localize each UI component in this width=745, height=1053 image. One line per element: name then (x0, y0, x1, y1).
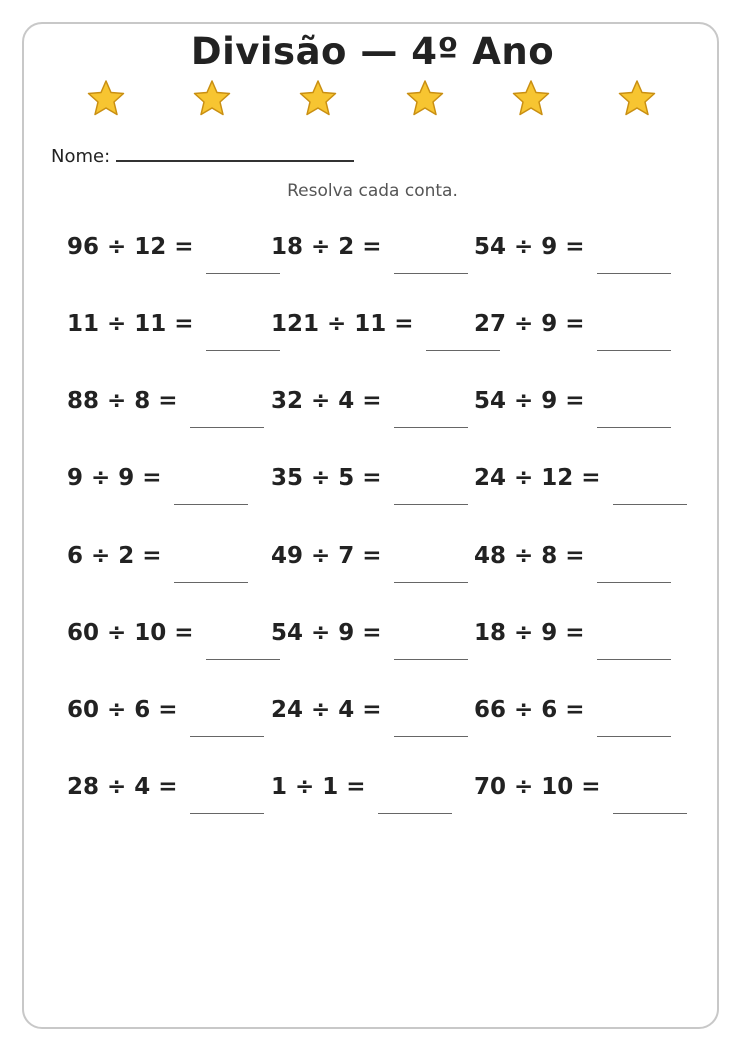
answer-blank[interactable] (613, 480, 687, 505)
problem-expression: 32 ÷ 4 = (271, 388, 382, 414)
problem-expression: 60 ÷ 6 = (67, 697, 178, 723)
answer-blank[interactable] (174, 558, 248, 583)
answer-blank[interactable] (597, 558, 671, 583)
answer-blank[interactable] (394, 712, 468, 737)
division-problem (474, 229, 671, 260)
name-label: Nome: (51, 146, 111, 167)
problem-expression: 24 ÷ 4 = (271, 697, 382, 723)
division-problem (67, 383, 264, 414)
problem-expression: 66 ÷ 6 = (474, 697, 585, 723)
answer-blank[interactable] (597, 712, 671, 737)
answer-blank[interactable] (206, 249, 280, 274)
division-problem (67, 692, 264, 723)
answer-blank[interactable] (597, 635, 671, 660)
problem-expression: 24 ÷ 12 = (474, 465, 601, 491)
problem-expression: 1 ÷ 1 = (271, 774, 366, 800)
problem-expression: 88 ÷ 8 = (67, 388, 178, 414)
problem-expression: 11 ÷ 11 = (67, 311, 194, 337)
division-problem (474, 306, 671, 337)
division-problem (271, 769, 452, 800)
division-problem (474, 769, 687, 800)
division-problem (271, 306, 500, 337)
problem-expression: 9 ÷ 9 = (67, 465, 162, 491)
division-problem (67, 306, 280, 337)
division-problem (474, 460, 687, 491)
answer-blank[interactable] (190, 712, 264, 737)
worksheet-border (22, 22, 719, 1029)
problem-expression: 28 ÷ 4 = (67, 774, 178, 800)
problem-expression: 49 ÷ 7 = (271, 543, 382, 569)
division-problem (271, 383, 468, 414)
answer-blank[interactable] (206, 635, 280, 660)
star-icon (192, 78, 232, 118)
division-problem (67, 538, 248, 569)
answer-blank[interactable] (613, 789, 687, 814)
division-problem (67, 229, 280, 260)
problem-expression: 96 ÷ 12 = (67, 234, 194, 260)
problem-expression: 35 ÷ 5 = (271, 465, 382, 491)
division-problem (474, 538, 671, 569)
answer-blank[interactable] (597, 249, 671, 274)
answer-blank[interactable] (394, 480, 468, 505)
answer-blank[interactable] (394, 249, 468, 274)
problem-expression: 18 ÷ 9 = (474, 620, 585, 646)
answer-blank[interactable] (597, 403, 671, 428)
answer-blank[interactable] (394, 635, 468, 660)
star-icon (617, 78, 657, 118)
name-field[interactable] (51, 146, 354, 167)
division-problem (67, 769, 264, 800)
answer-blank[interactable] (597, 326, 671, 351)
division-problem (271, 229, 468, 260)
answer-blank[interactable] (206, 326, 280, 351)
answer-blank[interactable] (378, 789, 452, 814)
division-problem (474, 692, 671, 723)
division-problem (271, 460, 468, 491)
problem-expression: 121 ÷ 11 = (271, 311, 414, 337)
division-problem (474, 615, 671, 646)
problem-expression: 54 ÷ 9 = (271, 620, 382, 646)
star-icon (298, 78, 338, 118)
problem-expression: 27 ÷ 9 = (474, 311, 585, 337)
problem-expression: 54 ÷ 9 = (474, 388, 585, 414)
star-row (0, 78, 745, 120)
star-icon (511, 78, 551, 118)
division-problem (67, 460, 248, 491)
answer-blank[interactable] (174, 480, 248, 505)
problem-expression: 60 ÷ 10 = (67, 620, 194, 646)
division-problem (474, 383, 671, 414)
answer-blank[interactable] (394, 558, 468, 583)
problem-expression: 18 ÷ 2 = (271, 234, 382, 260)
name-blank-line[interactable] (116, 146, 354, 162)
division-problem (271, 615, 468, 646)
answer-blank[interactable] (190, 789, 264, 814)
problem-expression: 70 ÷ 10 = (474, 774, 601, 800)
answer-blank[interactable] (190, 403, 264, 428)
problem-expression: 48 ÷ 8 = (474, 543, 585, 569)
problem-expression: 54 ÷ 9 = (474, 234, 585, 260)
star-icon (86, 78, 126, 118)
page-title: Divisão — 4º Ano (190, 30, 555, 73)
division-problem (271, 538, 468, 569)
star-icon (405, 78, 445, 118)
instruction-text: Resolva cada conta. (287, 181, 458, 201)
answer-blank[interactable] (394, 403, 468, 428)
division-problem (67, 615, 280, 646)
problem-expression: 6 ÷ 2 = (67, 543, 162, 569)
division-problem (271, 692, 468, 723)
